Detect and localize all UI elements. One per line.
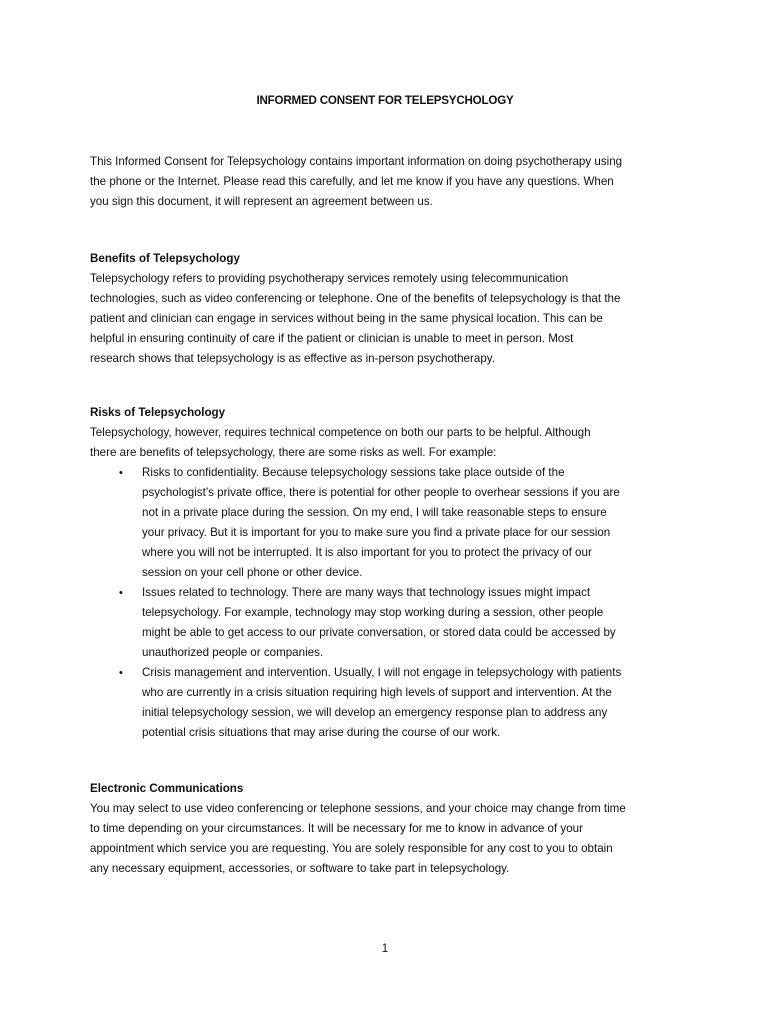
risks-heading: Risks of Telepsychology — [90, 406, 226, 419]
bullet-line: who are currently in a crisis situation requiring high levels of support and intervention. At the — [142, 686, 612, 699]
electronic-line: You may select to use video conferencing or telephone sessions, and your choice may change from time — [90, 802, 626, 815]
risks-line: there are benefits of telepsychology, there are some risks as well. For example: — [90, 446, 497, 459]
intro-line: This Informed Consent for Telepsychology contains important information on doing psychotherapy using — [90, 155, 623, 168]
benefits-line: technologies, such as video conferencing or telephone. One of the benefits of telepsychology is that the — [90, 292, 621, 305]
benefits-section — [90, 249, 690, 369]
electronic-heading: Electronic Communications — [90, 782, 244, 795]
electronic-line: appointment which service you are requesting. You are solely responsible for any cost to you to obtain — [90, 842, 613, 855]
benefits-line: Telepsychology refers to providing psychotherapy services remotely using telecommunication — [90, 272, 569, 285]
risks-section — [90, 403, 690, 743]
bullet-line: your privacy. But it is important for you to make sure you find a private place for our session — [142, 526, 611, 539]
electronic-line: to time depending on your circumstances. It will be necessary for me to know in advance of your — [90, 822, 583, 835]
intro-line: you sign this document, it will represent an agreement between us. — [90, 195, 433, 208]
risks-bullet-list — [90, 463, 690, 743]
benefits-line: helpful in ensuring continuity of care if the patient or clinician is unable to meet in person. Most — [90, 332, 574, 345]
bullet-item-crisis — [90, 663, 690, 743]
intro-paragraph — [90, 152, 690, 212]
electronic-line: any necessary equipment, accessories, or software to take part in telepsychology. — [90, 862, 510, 875]
bullet-line: session on your cell phone or other device. — [142, 566, 363, 579]
benefits-line: research shows that telepsychology is as effective as in-person psychotherapy. — [90, 352, 495, 365]
electronic-section — [90, 779, 690, 879]
risks-line: Telepsychology, however, requires technical competence on both our parts to be helpful. Although — [90, 426, 591, 439]
bullet-line: not in a private place during the session. On my end, I will take reasonable steps to ensure — [142, 506, 607, 519]
bullet-line: psychologist’s private office, there is potential for other people to overhear sessions if you are — [142, 486, 620, 499]
bullet-line: Crisis management and intervention. Usually, I will not engage in telepsychology with patients — [142, 666, 622, 679]
benefits-line: patient and clinician can engage in services without being in the same physical location. This can be — [90, 312, 603, 325]
intro-line: the phone or the Internet. Please read this carefully, and let me know if you have any questions. When — [90, 175, 614, 188]
bullet-line: initial telepsychology session, we will develop an emergency response plan to address any — [142, 706, 608, 719]
bullet-line: unauthorized people or companies. — [142, 646, 324, 659]
bullet-item-confidentiality — [90, 463, 690, 583]
bullet-line: where you will not be interrupted. It is also important for you to protect the privacy of our — [142, 546, 592, 559]
bullet-item-technology — [90, 583, 690, 663]
bullet-line: Issues related to technology. There are many ways that technology issues might impact — [142, 586, 591, 599]
document-title: INFORMED CONSENT FOR TELEPSYCHOLOGY — [256, 94, 514, 107]
page-number: 1 — [381, 942, 389, 955]
bullet-icon: • — [119, 587, 123, 599]
bullet-line: might be able to get access to our private conversation, or stored data could be accessed by — [142, 626, 616, 639]
bullet-line: potential crisis situations that may arise during the course of our work. — [142, 726, 501, 739]
bullet-line: Risks to confidentiality. Because telepsychology sessions take place outside of the — [142, 466, 565, 479]
bullet-icon: • — [119, 467, 123, 479]
bullet-icon: • — [119, 667, 123, 679]
benefits-heading: Benefits of Telepsychology — [90, 252, 240, 265]
bullet-line: telepsychology. For example, technology may stop working during a session, other people — [142, 606, 604, 619]
